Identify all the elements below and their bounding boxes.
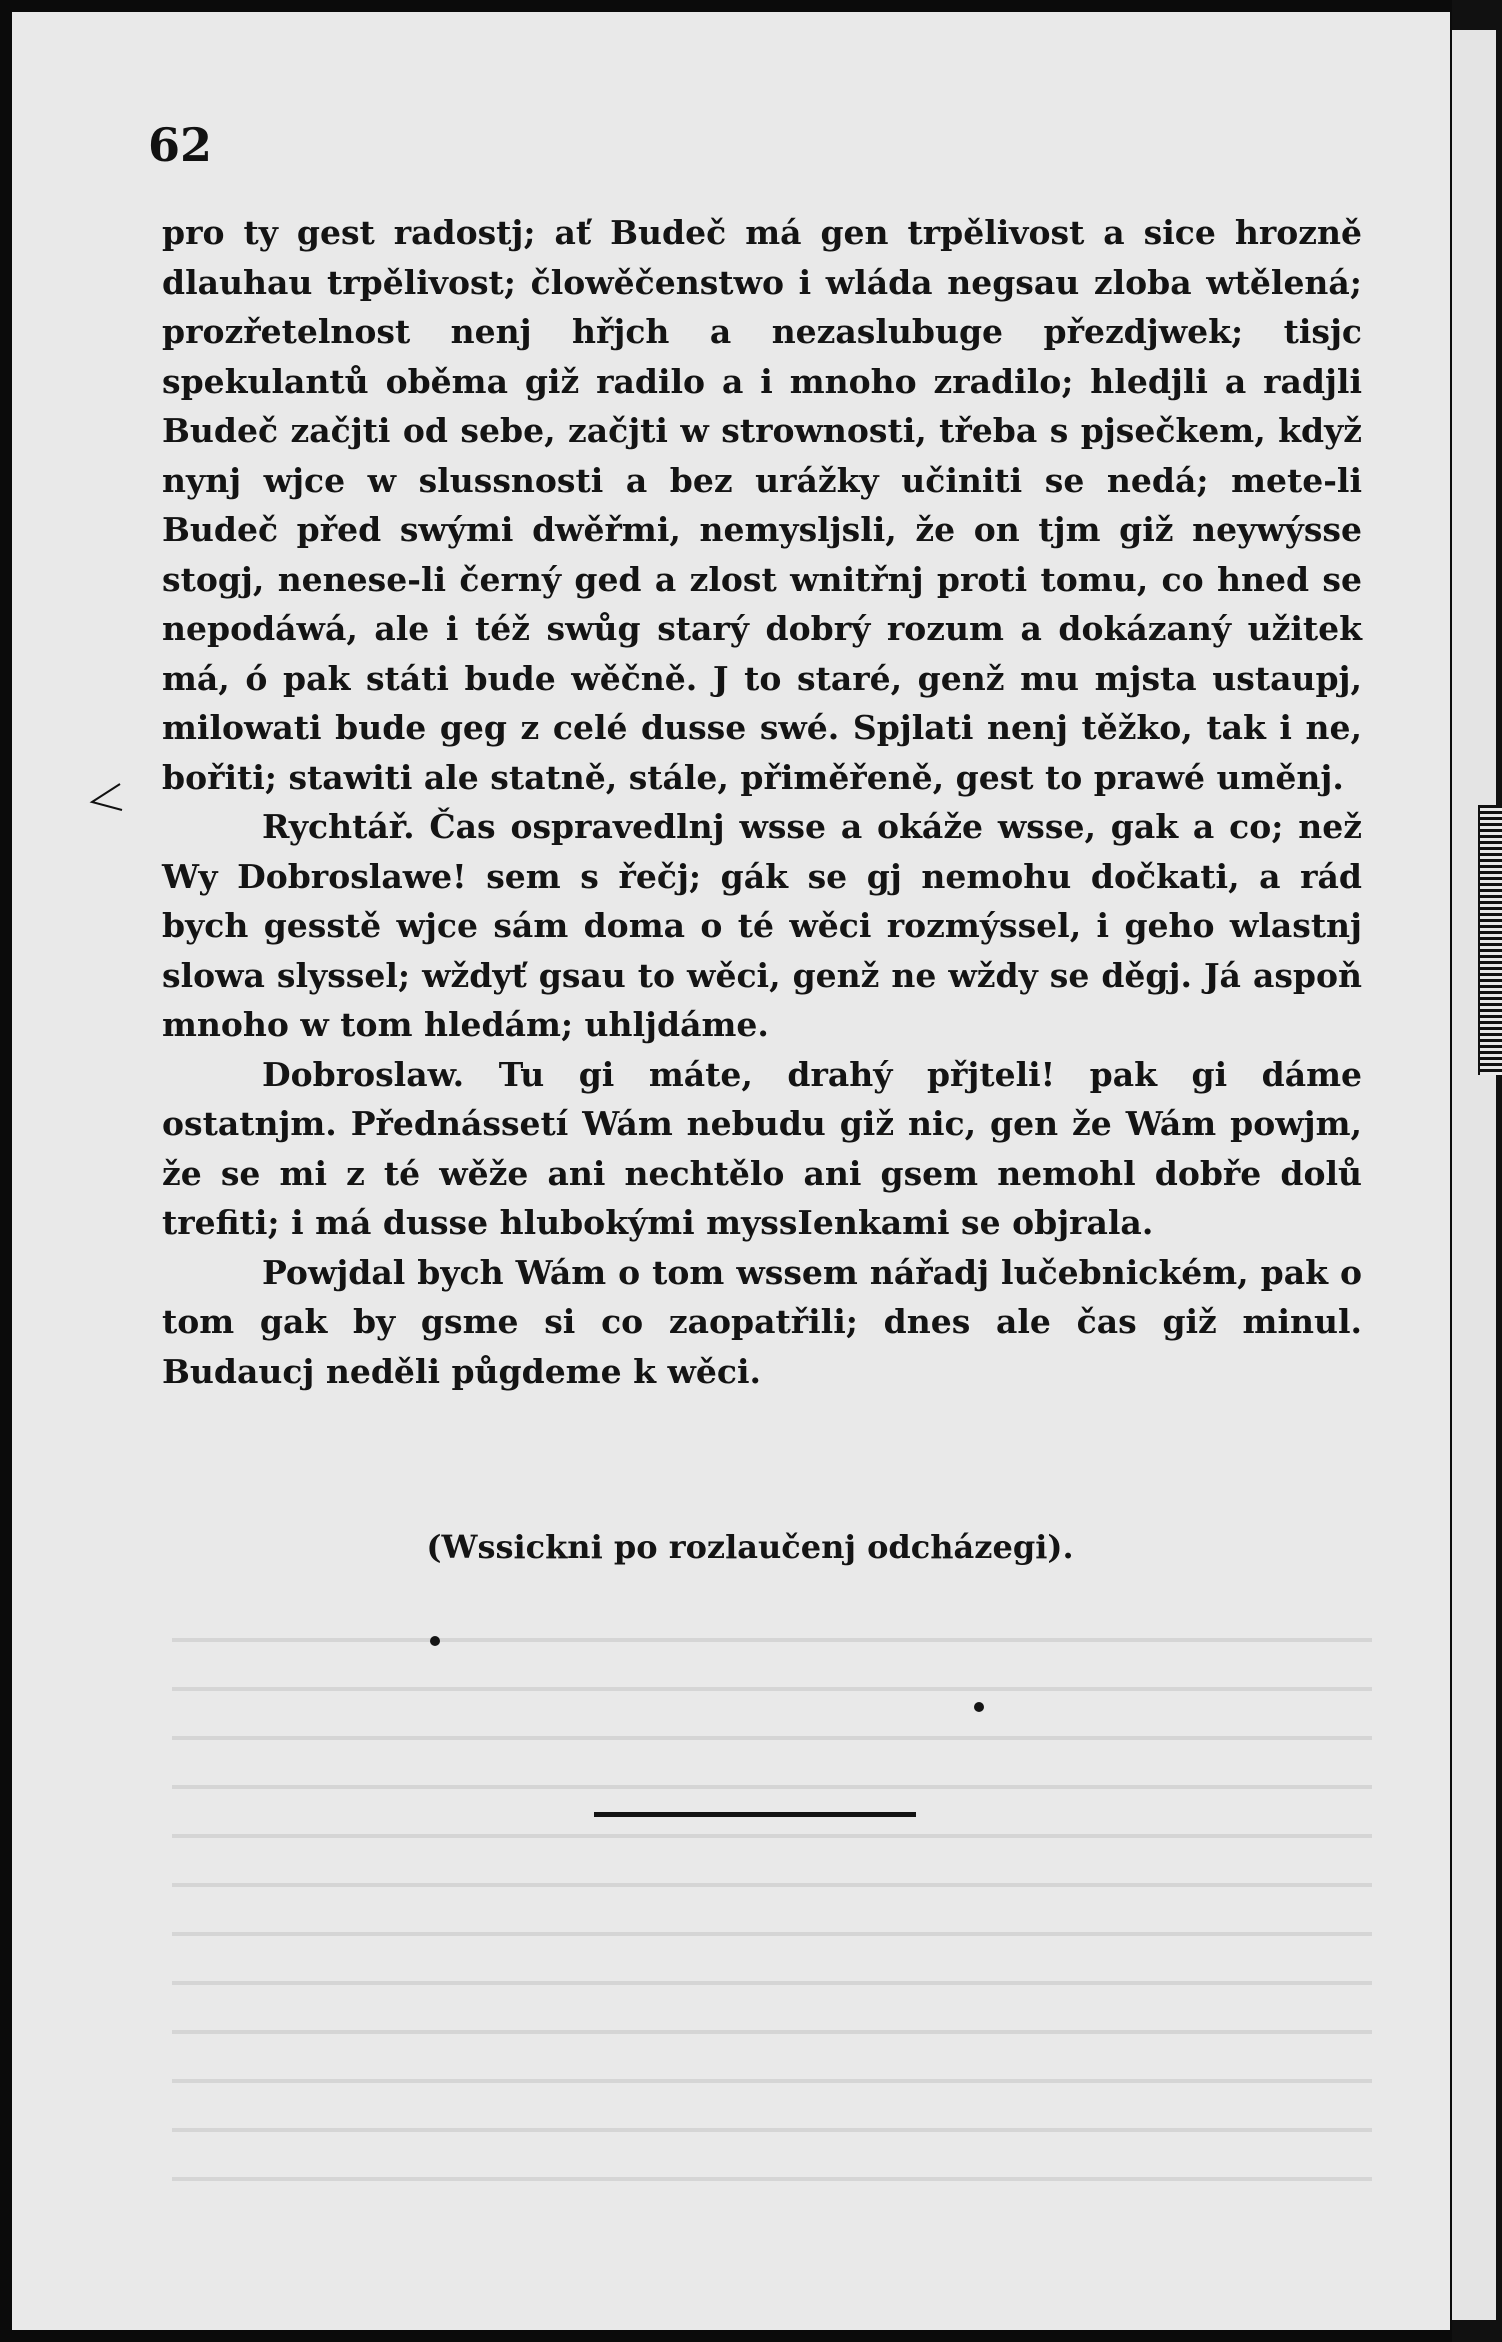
scale-ruler <box>1478 805 1502 1075</box>
page-number: 62 <box>148 118 213 172</box>
body-text <box>162 208 1362 1396</box>
closing-stage-direction: (Wssickni po rozlaučenj odcházegi). <box>426 1528 1074 1566</box>
bleed-through-text <box>172 1612 1372 2212</box>
ink-speck <box>430 1636 440 1646</box>
end-rule <box>594 1812 916 1817</box>
margin-pencil-mark <box>86 780 126 820</box>
facing-page-edge <box>1452 30 1496 2320</box>
paragraph-4: Powjdal bych Wám o tom wssem nářadj lučebnickém, pak o tom gak by gsme si co zaopatřili; dnes ale čas giž minul. Budaucj neděli půgdeme k wěci. <box>162 1252 1362 1391</box>
paragraph-1: pro ty gest radostj; ať Budeč má gen trpělivost a sice hrozně dlauhau trpělivost; člowěčenstwo i wláda negsau zloba wtělená; prozřetelnost nenj hřjch a nezaslubuge přezdjwek; tisjc spekulantů oběma giž radilo a i mnoho zradilo; hledjli a radjli Budeč začjti od sebe, začjti w strownosti, třeba s pjsečkem, když nynj wjce w slussnosti a bez urážky učiniti se nedá; mete-li Budeč před swými dwěřmi, nemysljsli, že on tjm giž neywýsse stogj, nenese-li černý ged a zlost wnitřnj proti tomu, co hned se nepodáwá, ale i též swůg starý dobrý rozum a dokázaný užitek má, ó pak státi bude wěčně. J to staré, genž mu mjsta ustaupj, milowati bude geg z celé dusse swé. Spjlati nenj těžko, tak i ne, bořiti; stawiti ale statně, stále, přiměřeně, gest to prawé uměnj. <box>162 213 1362 797</box>
ink-speck <box>974 1702 984 1712</box>
paragraph-3: Dobroslaw. Tu gi máte, drahý přjteli! pak gi dáme ostatnjm. Přednássetí Wám nebudu giž nic, gen že Wám powjm, že se mi z té wěže ani nechtělo ani gsem nemohl dobře dolů trefiti; i má dusse hlubokými myssIenkami se objrala. <box>162 1054 1362 1242</box>
paragraph-2: Rychtář. Čas ospravedlnj wsse a okáže wsse, gak a co; než Wy Dobroslawe! sem s řečj; gák se gj nemohu dočkati, a rád bych gesstě wjce sám doma o té wěci rozmýssel, i geho wlastnj slowa slyssel; wždyť gsau to wěci, genž ne wždy se děgj. Já aspoň mnoho w tom hledám; uhljdáme. <box>162 807 1362 1044</box>
